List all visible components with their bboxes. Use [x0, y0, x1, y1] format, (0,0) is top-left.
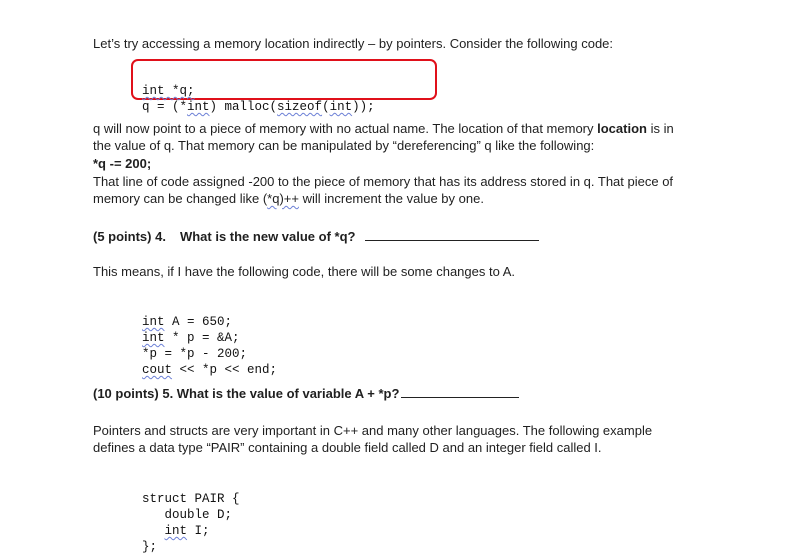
answer-blank[interactable] — [401, 385, 519, 398]
question-4 — [93, 228, 539, 245]
code-block-pointer — [142, 298, 277, 378]
code-keyword: int — [187, 100, 210, 114]
code-token: * p = &A; — [164, 331, 240, 345]
code-line — [142, 524, 210, 538]
code-token: int *q; — [142, 84, 195, 98]
intro-text: Let’s try accessing a memory location indirectly – by pointers. Consider the following code: — [93, 36, 614, 51]
code-keyword: int — [164, 524, 188, 538]
code-line — [142, 331, 240, 345]
code-line: *p = *p - 200; — [142, 347, 248, 361]
text-run: is in — [646, 121, 674, 136]
code-block-struct — [142, 475, 240, 555]
answer-blank[interactable] — [365, 228, 539, 241]
code-line: }; — [142, 540, 158, 554]
paragraph-line — [93, 190, 484, 207]
code-token: )); — [352, 100, 375, 114]
code-keyword: int — [142, 315, 165, 329]
code-token: ( — [322, 100, 330, 114]
code-token: I; — [187, 524, 210, 538]
code-token: q = (* — [142, 100, 188, 114]
question-text: (10 points) 5. What is the value of variable A + *p? — [93, 386, 400, 401]
code-line — [142, 315, 232, 329]
code-token: A = 650; — [164, 315, 233, 329]
paragraph-line: the value of q. That memory can be manipulated by “dereferencing” q like the following: — [93, 138, 595, 153]
code-keyword: sizeof — [277, 100, 323, 114]
paragraph-line: This means, if I have the following code, there will be some changes to A. — [93, 264, 516, 279]
code-line — [142, 84, 195, 98]
text-run: *q)++ — [267, 191, 299, 206]
code-keyword: cout — [142, 363, 173, 377]
question-number: (5 points) 4. — [93, 229, 166, 244]
code-line: struct PAIR { — [142, 492, 240, 506]
text-run: q will now point to a piece of memory with no actual name. The location of that memory — [93, 121, 598, 136]
paragraph-line: defines a data type “PAIR” containing a double field called D and an integer field called I. — [93, 440, 602, 455]
question-5 — [93, 385, 519, 402]
code-token: ) malloc( — [209, 100, 278, 114]
code-indent — [142, 524, 165, 538]
code-statement: *q -= 200; — [93, 156, 152, 171]
question-text: What is the new value of *q? — [179, 229, 356, 244]
bold-text: location — [597, 121, 647, 136]
text-run: memory can be changed like ( — [93, 191, 268, 206]
text-run: will increment the value by one. — [298, 191, 484, 206]
paragraph-line — [93, 120, 674, 137]
code-block-malloc — [142, 67, 375, 115]
paragraph-line: That line of code assigned -200 to the piece of memory that has its address stored in q. That piece of — [93, 174, 674, 189]
code-line — [142, 100, 375, 114]
code-keyword: int — [142, 331, 165, 345]
code-line: double D; — [142, 508, 233, 522]
code-line — [142, 363, 277, 377]
paragraph-line: Pointers and structs are very important in C++ and many other languages. The following example — [93, 423, 653, 438]
code-keyword: int — [329, 100, 353, 114]
code-token: << *p << end; — [172, 363, 278, 377]
